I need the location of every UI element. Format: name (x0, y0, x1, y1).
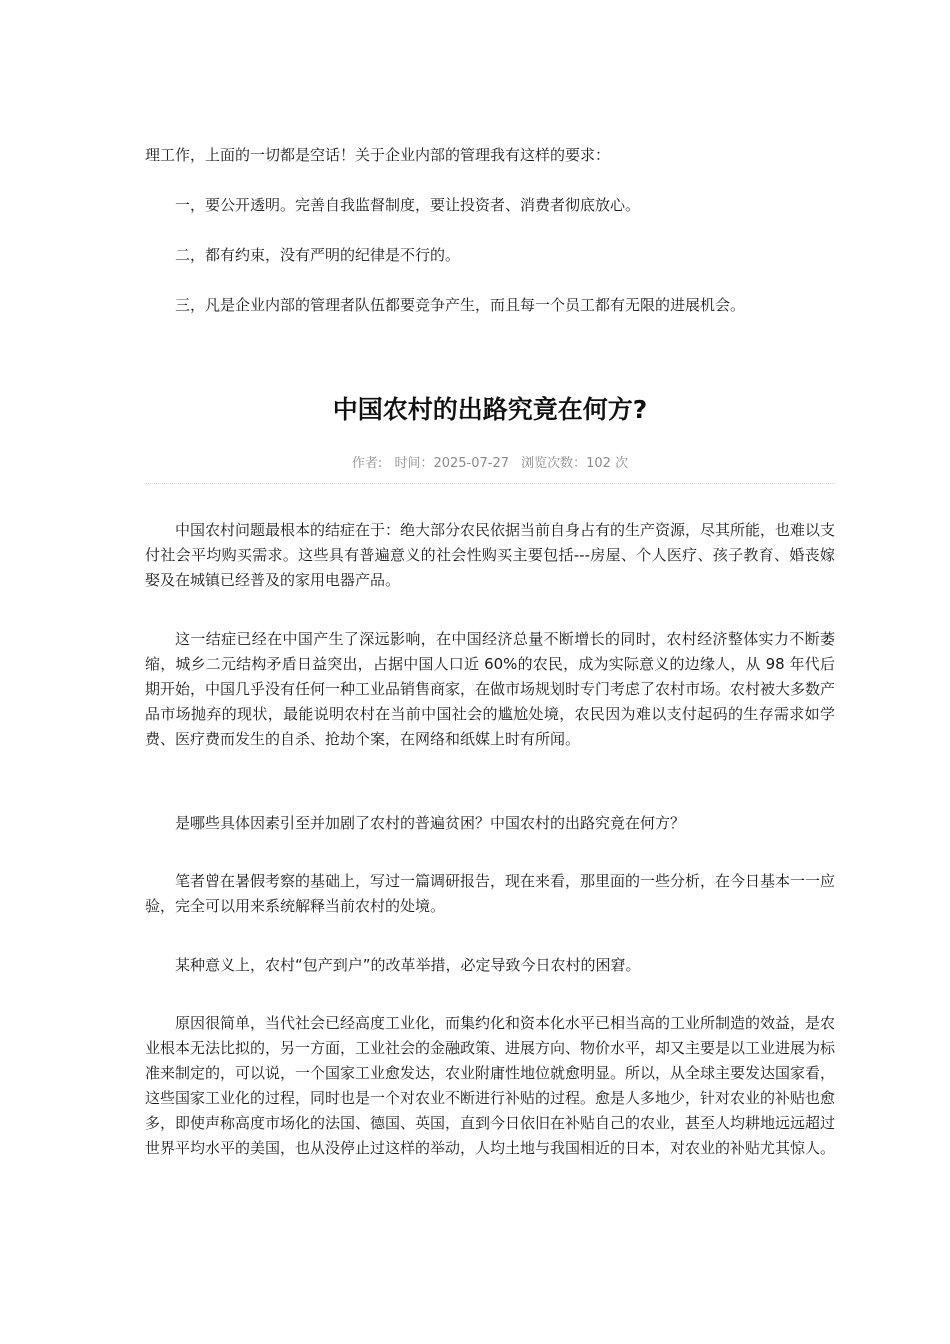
meta-divider (145, 483, 835, 484)
article-paragraph-2: 这一结症已经在中国产生了深远影响，在中国经济总量不断增长的同时，农村经济整体实力不断萎缩，城乡二元结构矛盾日益突出，占据中国人口近 60%的农民，成为实际意义的边缘人，从 98 年代后期开始，中国几乎没有任何一种工业品销售商家，在做市场规划时专门考虑了农村市场。农村被大多数产品市场抛弃的现状，最能说明农村在当前中国社会的尴尬处境，农民因为难以支付起码的生存需求如学费、医疗费而发生的自杀、抢劫个案，在网络和纸媒上时有所闻。 (145, 630, 836, 748)
intro-continuation-paragraph: 理工作，上面的一切都是空话！关于企业内部的管理我有这样的要求： (145, 146, 611, 164)
requirement-item-1: 一，要公开透明。完善自我监督制度，要让投资者、消费者彻底放心。 (175, 196, 641, 214)
article-title: 中国农村的出路究竟在何方? (332, 395, 648, 424)
article-paragraph-4: 笔者曾在暑假考察的基础上，写过一篇调研报告，现在来看，那里面的一些分析，在今日基本一一应验，完全可以用来系统解释当前农村的处境。 (145, 872, 836, 915)
meta-time: 时间：2025-07-27 (394, 456, 509, 471)
requirement-item-3: 三，凡是企业内部的管理者队伍都要竞争产生，而且每一个员工都有无限的进展机会。 (175, 296, 746, 314)
requirement-item-2: 二，都有约束，没有严明的纪律是不行的。 (175, 246, 461, 264)
article-paragraph-6: 原因很简单，当代社会已经高度工业化，而集约化和资本化水平已相当高的工业所制造的效益，是农业根本无法比拟的，另一方面，工业社会的金融政策、进展方向、物价水平，却又主要是以工业进展为标准来制定的，可以说，一个国家工业愈发达，农业附庸性地位就愈明显。所以，从全球主要发达国家看，这些国家工业化的过程，同时也是一个对农业不断进行补贴的过程。愈是人多地少，针对农业的补贴也愈多，即使声称高度市场化的法国、德国、英国，直到今日依旧在补贴自己的农业，甚至人均耕地远远超过世界平均水平的美国，也从没停止过这样的举动，人均土地与我国相近的日本，对农业的补贴尤其惊人。 (145, 1014, 836, 1157)
article-paragraph-1: 中国农村问题最根本的结症在于：绝大部分农民依据当前自身占有的生产资源，尽其所能，也难以支付社会平均购买需求。这些具有普遍意义的社会性购买主要包括---房屋、个人医疗、孩子教育、婚丧嫁娶及在城镇已经普及的家用电器产品。 (145, 521, 836, 589)
meta-author: 作者: (351, 456, 383, 471)
article-paragraph-3: 是哪些具体因素引至并加剧了农村的普遍贫困？中国农村的出路究竟在何方？ (175, 814, 686, 832)
article-paragraph-5: 某种意义上，农村“包产到户”的改革举措，必定导致今日农村的困窘。 (175, 956, 641, 974)
article-meta (145, 454, 835, 474)
meta-views: 浏览次数：102 次 (521, 456, 629, 471)
